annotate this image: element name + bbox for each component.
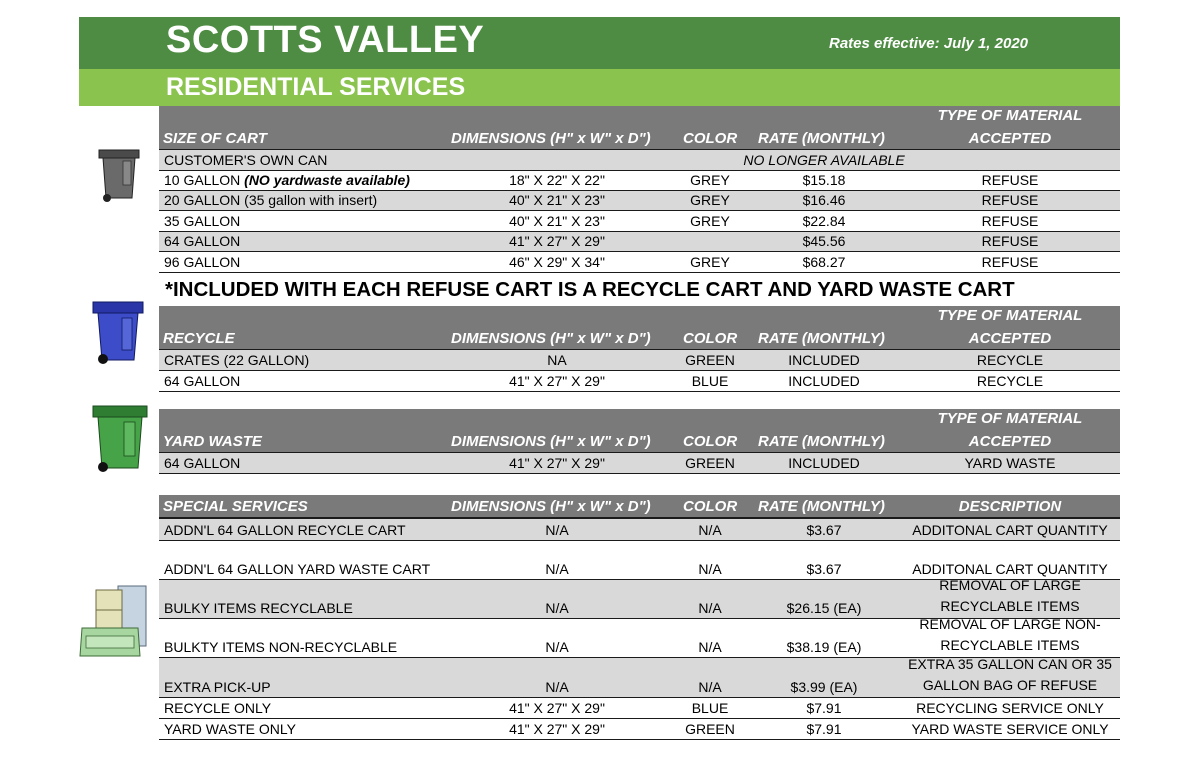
header-accepted: ACCEPTED [968,330,1052,347]
cell-description: RECYCLING SERVICE ONLY [916,700,1104,716]
furniture-icon [78,584,150,662]
cell-color: BLUE [691,373,729,389]
cell-color: GREEN [685,721,735,737]
header-recycle: RECYCLE [163,330,235,347]
table-row [159,211,1120,232]
cell-size: 20 GALLON (35 gallon with insert) [164,192,378,208]
header-dimensions: DIMENSIONS (H" x W" x D") [451,433,651,450]
description-line-1: EXTRA 35 GALLON CAN OR 35 [908,656,1112,672]
cell-dimensions: 41" X 27" X 29" [509,721,605,737]
cell-dimensions: 41" X 27" X 29" [509,455,605,471]
cell-dimensions: N/A [545,639,569,655]
header-special: SPECIAL SERVICES [163,498,308,515]
page-title: SCOTTS VALLEY [166,19,485,61]
header-dimensions: DIMENSIONS (H" x W" x D") [451,498,651,515]
page-subtitle: RESIDENTIAL SERVICES [166,73,466,101]
cell-dimensions: 41" X 27" X 29" [509,700,605,716]
cell-rate: $26.15 (EA) [786,600,862,616]
header-color: COLOR [683,433,738,450]
table-row [159,191,1120,211]
size-note: (NO yardwaste available) [244,172,410,188]
cell-color: BLUE [691,700,729,716]
grey-cart-icon [96,148,142,204]
cell-color: GREY [690,172,730,188]
cell-color: N/A [698,561,722,577]
description-line-2: RECYCLABLE ITEMS [940,598,1080,614]
cell-service: RECYCLE ONLY [164,700,272,716]
description-line-2: GALLON BAG OF REFUSE [922,677,1098,693]
cell-service: BULKY ITEMS RECYCLABLE [164,600,353,616]
cell-dimensions: N/A [545,679,569,695]
cell-rate: $38.19 (EA) [786,639,862,655]
table-row [159,616,1120,658]
cell-size: 96 GALLON [164,254,241,270]
special-table-header [159,495,1120,519]
header-description: DESCRIPTION [958,498,1062,515]
header-yard-waste: YARD WASTE [163,433,262,450]
cell-dimensions: 18" X 22" X 22" [509,172,605,188]
header-rate: RATE (MONTHLY) [758,433,885,450]
header-type: TYPE OF MATERIAL [937,107,1083,124]
cell-size: 64 GALLON [164,455,241,471]
cell-dimensions: 40" X 21" X 23" [509,213,605,229]
cell-description: YARD WASTE SERVICE ONLY [911,721,1109,737]
header-rate: RATE (MONTHLY) [758,130,885,147]
included-carts-banner: *INCLUDED WITH EACH REFUSE CART IS A RECYCLE CART AND YARD WASTE CART [165,278,1015,301]
cell-service: YARD WASTE ONLY [164,721,296,737]
header-color: COLOR [683,330,738,347]
header-size: SIZE OF CART [163,130,267,147]
cell-type: REFUSE [981,233,1039,249]
header-rate: RATE (MONTHLY) [758,330,885,347]
cell-rate: $22.84 [802,213,846,229]
table-row [159,371,1120,392]
description-line-2: RECYCLABLE ITEMS [940,637,1080,653]
cell-dimensions: 41" X 27" X 29" [509,373,605,389]
cell-color: N/A [698,522,722,538]
header-rate: RATE (MONTHLY) [758,498,885,515]
cell-dimensions: N/A [545,522,569,538]
header-accepted: ACCEPTED [968,130,1052,147]
header-color: COLOR [683,498,738,515]
cell-size: 35 GALLON [164,213,241,229]
header-type: TYPE OF MATERIAL [937,410,1083,427]
cell-service: ADDN'L 64 GALLON RECYCLE CART [164,522,406,538]
cell-size: 64 GALLON [164,373,241,389]
cell-color: N/A [698,600,722,616]
cell-dimensions: N/A [545,600,569,616]
cell-description: ADDITONAL CART QUANTITY [912,561,1108,577]
cell-type: REFUSE [981,254,1039,270]
recycle-table-header [159,306,1120,351]
green-cart-icon [90,404,150,476]
cell-rate: $68.27 [802,254,846,270]
description-line-1: REMOVAL OF LARGE NON- [919,616,1101,632]
cell-dimensions: NA [547,352,567,368]
cell-color: GREY [690,192,730,208]
cell-rate: $45.56 [802,233,846,249]
cell-rate: $7.91 [806,721,842,737]
cell-size: CUSTOMER'S OWN CAN [164,152,328,168]
rates-effective: Rates effective: July 1, 2020 [829,35,1029,52]
cell-rate: INCLUDED [788,352,860,368]
cell-size: CRATES (22 GALLON) [164,352,310,368]
cell-rate: INCLUDED [788,373,860,389]
table-row [159,658,1120,698]
cell-rate: INCLUDED [788,455,860,471]
header-dimensions: DIMENSIONS (H" x W" x D") [451,330,651,347]
cell-rate: $3.99 (EA) [790,679,858,695]
refuse-table-header [159,106,1120,151]
table-row [159,519,1120,541]
cell-description [904,575,1116,617]
cell-rate: $3.67 [806,561,842,577]
table-row [159,453,1120,474]
cell-dimensions: 40" X 21" X 23" [509,192,605,208]
cell-rate: $7.91 [806,700,842,716]
cell-size: 10 GALLON (NO yardwaste available) [164,172,410,188]
cell-type: RECYCLE [976,373,1044,389]
header-dimensions: DIMENSIONS (H" x W" x D") [451,130,651,147]
table-row [159,252,1120,273]
cell-rate: $3.67 [806,522,842,538]
table-row [159,150,1120,171]
cell-type: REFUSE [981,213,1039,229]
cell-description [904,614,1116,656]
cell-availability-note: NO LONGER AVAILABLE [743,152,905,168]
cell-dimensions: 41" X 27" X 29" [509,233,605,249]
cell-color: N/A [698,639,722,655]
cell-dimensions: 46" X 29" X 34" [509,254,605,270]
cell-dimensions: N/A [545,561,569,577]
header-type: TYPE OF MATERIAL [937,307,1083,324]
cell-color: GREY [690,254,730,270]
cell-color: GREEN [685,455,735,471]
table-row [159,171,1120,191]
table-row [159,719,1120,740]
cell-type: YARD WASTE [964,455,1056,471]
cell-size: 64 GALLON [164,233,241,249]
cell-service: ADDN'L 64 GALLON YARD WASTE CART [164,561,431,577]
cell-type: RECYCLE [976,352,1044,368]
cell-description: ADDITONAL CART QUANTITY [912,522,1108,538]
cell-service: BULKTY ITEMS NON-RECYCLABLE [164,639,398,655]
table-row [159,232,1120,252]
description-line-1: REMOVAL OF LARGE [939,577,1081,593]
cell-type: REFUSE [981,172,1039,188]
header-accepted: ACCEPTED [968,433,1052,450]
yard-table-header [159,409,1120,454]
cell-rate: $16.46 [802,192,846,208]
table-row [159,350,1120,371]
table-row [159,698,1120,719]
cell-rate: $15.18 [802,172,846,188]
cell-type: REFUSE [981,192,1039,208]
cell-service: EXTRA PICK-UP [164,679,271,695]
cell-color: GREY [690,213,730,229]
cell-description [904,654,1116,696]
cell-color: N/A [698,679,722,695]
cell-color: GREEN [685,352,735,368]
header-color: COLOR [683,130,738,147]
blue-cart-icon [90,300,146,368]
